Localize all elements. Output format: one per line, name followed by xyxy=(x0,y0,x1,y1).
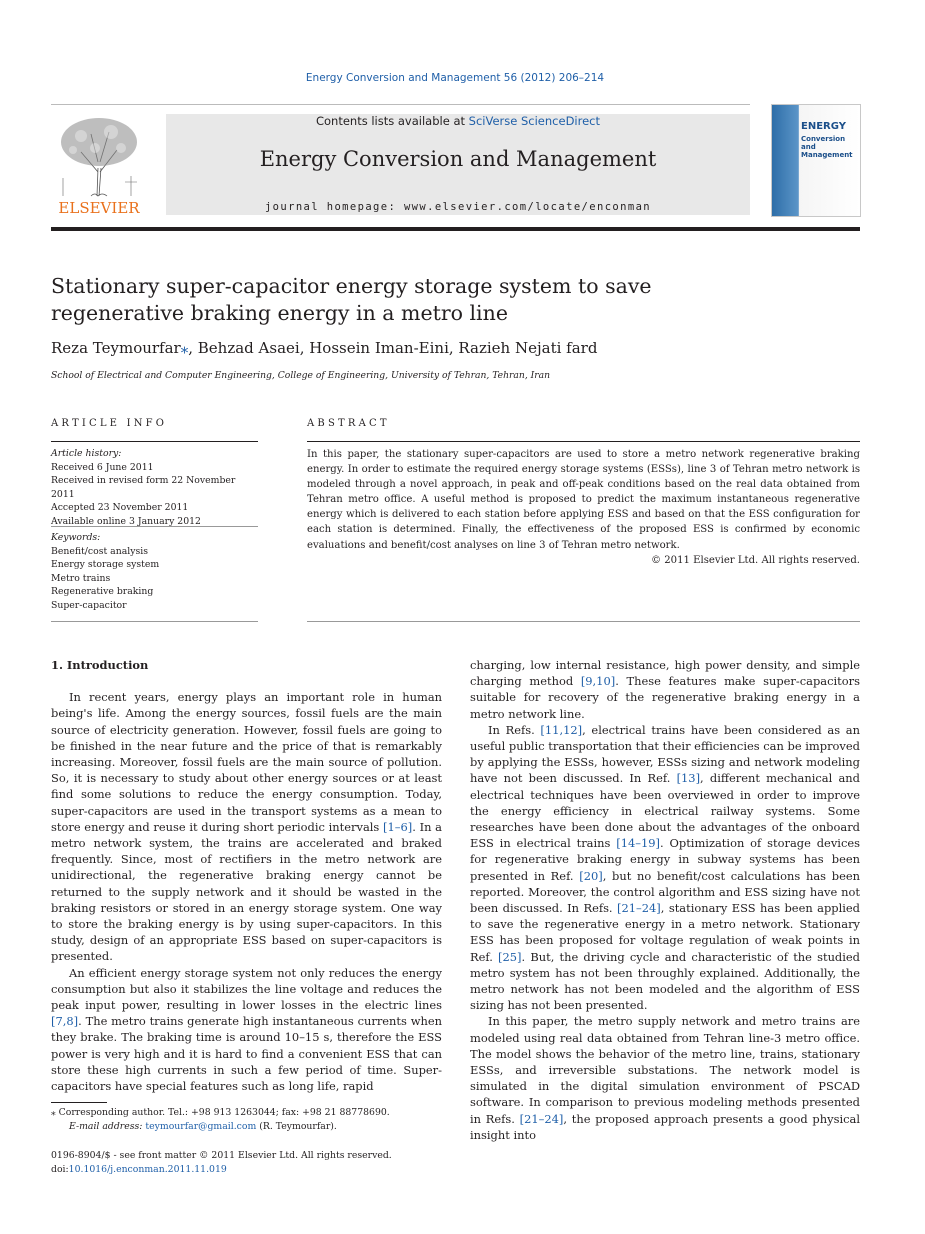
citation-link[interactable]: [21–24] xyxy=(519,1111,564,1126)
abstract-heading: ABSTRACT xyxy=(307,418,390,429)
keywords xyxy=(51,531,261,612)
front-matter-rule-left xyxy=(51,621,258,622)
contents-prefix: Contents lists available at xyxy=(315,114,469,128)
email-label: E-mail address: xyxy=(69,1121,146,1132)
citation-link[interactable]: [1–6] xyxy=(383,819,413,834)
keyword-item: Energy storage system xyxy=(51,559,160,570)
citation-link[interactable]: [20] xyxy=(579,868,603,883)
history-label: Article history: xyxy=(51,448,122,459)
article-title: Stationary super-capacitor energy storage system to save regenerative braking energy in a metro line xyxy=(51,274,652,325)
contents-line xyxy=(166,114,750,128)
citation-link[interactable]: [7,8] xyxy=(51,1014,79,1029)
header-rule xyxy=(51,104,750,105)
history-received: Received 6 June 2011 xyxy=(51,461,154,473)
paragraph: In Refs. [11,12], electrical trains have been considered as an useful public transportation that their efficiencies can be improved by applying the ESSs, however, ESSs sizing and network modeling have not been discussed. In Ref. [13], different mechanical and electrical techniques have been overviewed in order to improve the energy efficiency in electrical railway systems. Some researches have been done about the advantages of the onboard ESS in electrical trains [14–19]. Optimization of storage devices for regenerative braking energy in subway systems has been presented in Ref. [20], but no benefit/cost calculations has been reported. Moreover, the control algorithm and ESS sizing have not been discussed. In Refs. [21–24], stationary ESS has been applied to save the regenerative energy in a metro network. Stationary ESS has been proposed for voltage regulation of weak points in Ref. [25]. But, the driving cycle and characteristic of the studied metro system has not been throughly explained. Additionally, the metro network has not been modeled and the algorithm of ESS sizing has not been presented. xyxy=(470,722,861,1013)
corresponding-author-mark[interactable]: ⁎ xyxy=(180,339,189,357)
doi-link[interactable]: 10.1016/j.enconman.2011.11.019 xyxy=(68,1164,227,1175)
cover-subtitle: Conversion and Management xyxy=(801,135,853,159)
journal-title: Energy Conversion and Management xyxy=(259,147,657,171)
paragraph: An efficient energy storage system not only reduces the energy consumption but also it stabilizes the line voltage and reduces the peak input power, resulting in lower losses in the electric lines [7,8]. The metro trains generate high instantaneous currents when they brake. The braking time is around 10–15 s, therefore the ESS power is very high and it is hard to find a convenient ESS that can store these high currents in such a few period of time. Super-capacitors have special features such as long life, rapid xyxy=(51,965,442,1094)
cover-title: ENERGY xyxy=(801,121,846,132)
citation-link[interactable]: [21–24] xyxy=(617,901,661,916)
header-thick-rule xyxy=(51,227,860,231)
footnote-rule xyxy=(51,1102,107,1103)
front-matter-rule-right xyxy=(307,621,860,622)
article-info-rule xyxy=(51,441,258,442)
keywords-rule xyxy=(51,526,258,527)
citation-link[interactable]: [11,12] xyxy=(540,722,583,737)
keyword-item: Regenerative braking xyxy=(51,586,154,597)
footnote-contact: Corresponding author. Tel.: +98 913 1263044; fax: +98 21 88778690. xyxy=(55,1107,390,1118)
other-authors: , Behzad Asaei, Hossein Iman-Eini, Razieh Nejati fard xyxy=(188,339,598,357)
sciencedirect-link[interactable]: SciVerse ScienceDirect xyxy=(468,114,601,128)
body-column-left xyxy=(51,657,442,1094)
article-history xyxy=(51,447,261,528)
keywords-label: Keywords: xyxy=(51,532,101,543)
elsevier-tree-logo xyxy=(51,112,147,216)
abstract-body xyxy=(307,447,860,568)
doi-label: doi: xyxy=(51,1164,69,1175)
keyword-item: Metro trains xyxy=(51,572,111,584)
first-author: Reza Teymourfar xyxy=(51,339,181,357)
abstract-copyright: © 2011 Elsevier Ltd. All rights reserved. xyxy=(650,554,860,566)
issn-line: 0196-8904/$ - see front matter © 2011 Elsevier Ltd. All rights reserved. xyxy=(51,1150,392,1161)
affiliation: School of Electrical and Computer Engineering, College of Engineering, University of Tehran, Tehran, Iran xyxy=(51,370,551,381)
email-link[interactable]: teymourfar@gmail.com xyxy=(145,1121,257,1132)
abstract-text: In this paper, the stationary super-capacitors are used to store a metro network regenerative braking energy. In order to estimate the required energy storage systems (ESSs), line 3 of Tehran metro network is modeled through a novel approach, in peak and off-peak conditions based on the real data obtained from Tehran metro office. A useful method is proposed to predict the maximum instantaneous regenerative energy which is delivered to each station before applying ESS and based on that the ESS configuration for each station is determined. Finally, the effectiveness of the proposed ESS is confirmed by economic evaluations and benefit/cost analyses on line 3 of Tehran metro network. xyxy=(307,449,860,551)
article-info-heading: ARTICLE INFO xyxy=(51,418,168,429)
citation-link[interactable]: [14–19] xyxy=(616,836,661,851)
keyword-item: Benefit/cost analysis xyxy=(51,545,148,557)
journal-homepage[interactable]: journal homepage: www.elsevier.com/locate/enconman xyxy=(264,201,652,213)
journal-reference[interactable]: Energy Conversion and Management 56 (2012) 206–214 xyxy=(305,72,605,84)
abstract-rule xyxy=(307,441,860,442)
publisher-wordmark: ELSEVIER xyxy=(58,199,140,216)
keyword-item: Super-capacitor xyxy=(51,599,127,611)
body-column-right xyxy=(470,657,860,1143)
section-heading: 1. Introduction xyxy=(51,658,149,672)
footnote xyxy=(51,1106,442,1134)
history-revised: Received in revised form 22 November 2011 xyxy=(51,475,236,500)
paragraph: In this paper, the metro supply network and metro trains are modeled using real data obtained from Tehran line-3 metro office. The model shows the behavior of the metro line, trains, stationary ESSs, and irreversible substations. The network model is simulated in the digital simulation environment of PSCAD software. In comparison to previous modeling methods presented in Refs. [21–24], the proposed approach presents a good physical insight into xyxy=(470,1014,860,1142)
citation-link[interactable]: [9,10] xyxy=(580,674,616,689)
email-tail: (R. Teymourfar). xyxy=(256,1121,337,1132)
paragraph: charging, low internal resistance, high power density, and simple charging method [9,10]. These features make super-capacitors suitable for recovery of the regenerative braking energy in a metro network line. xyxy=(470,658,860,721)
paragraph: In recent years, energy plays an important role in human being's life. Among the energy sources, fossil fuels are the main source of electricity generation. However, fossil fuels are going to be finished in the near future and the price of that is remarkably increasing. Moreover, fossil fuels are the main source of pollution. So, it is necessary to study about other energy sources or at least find some solutions to reduce the energy consumption. Today, super-capacitors are used in the transport systems as a mean to store energy and reuse it during short periodic intervals [1–6]. In a metro network system, the trains are accelerated and braked frequently. Since, most of rectifiers in the metro network are unidirectional, the regenerative braking energy cannot be returned to the supply network and it should be wasted in the braking resistors or stored in an energy storage system. One way to store the braking energy is by using super-capacitors. In this study, design of an appropriate ESS based on super-capacitors is presented. xyxy=(51,690,442,964)
page-footer xyxy=(51,1149,451,1177)
citation-link[interactable]: [13] xyxy=(676,771,701,786)
history-accepted: Accepted 23 November 2011 xyxy=(51,502,189,513)
footnote-mark: ⁎ xyxy=(51,1107,56,1118)
history-online: Available online 3 January 2012 xyxy=(51,515,201,527)
citation-link[interactable]: [25] xyxy=(498,949,522,964)
author-list xyxy=(51,339,851,357)
